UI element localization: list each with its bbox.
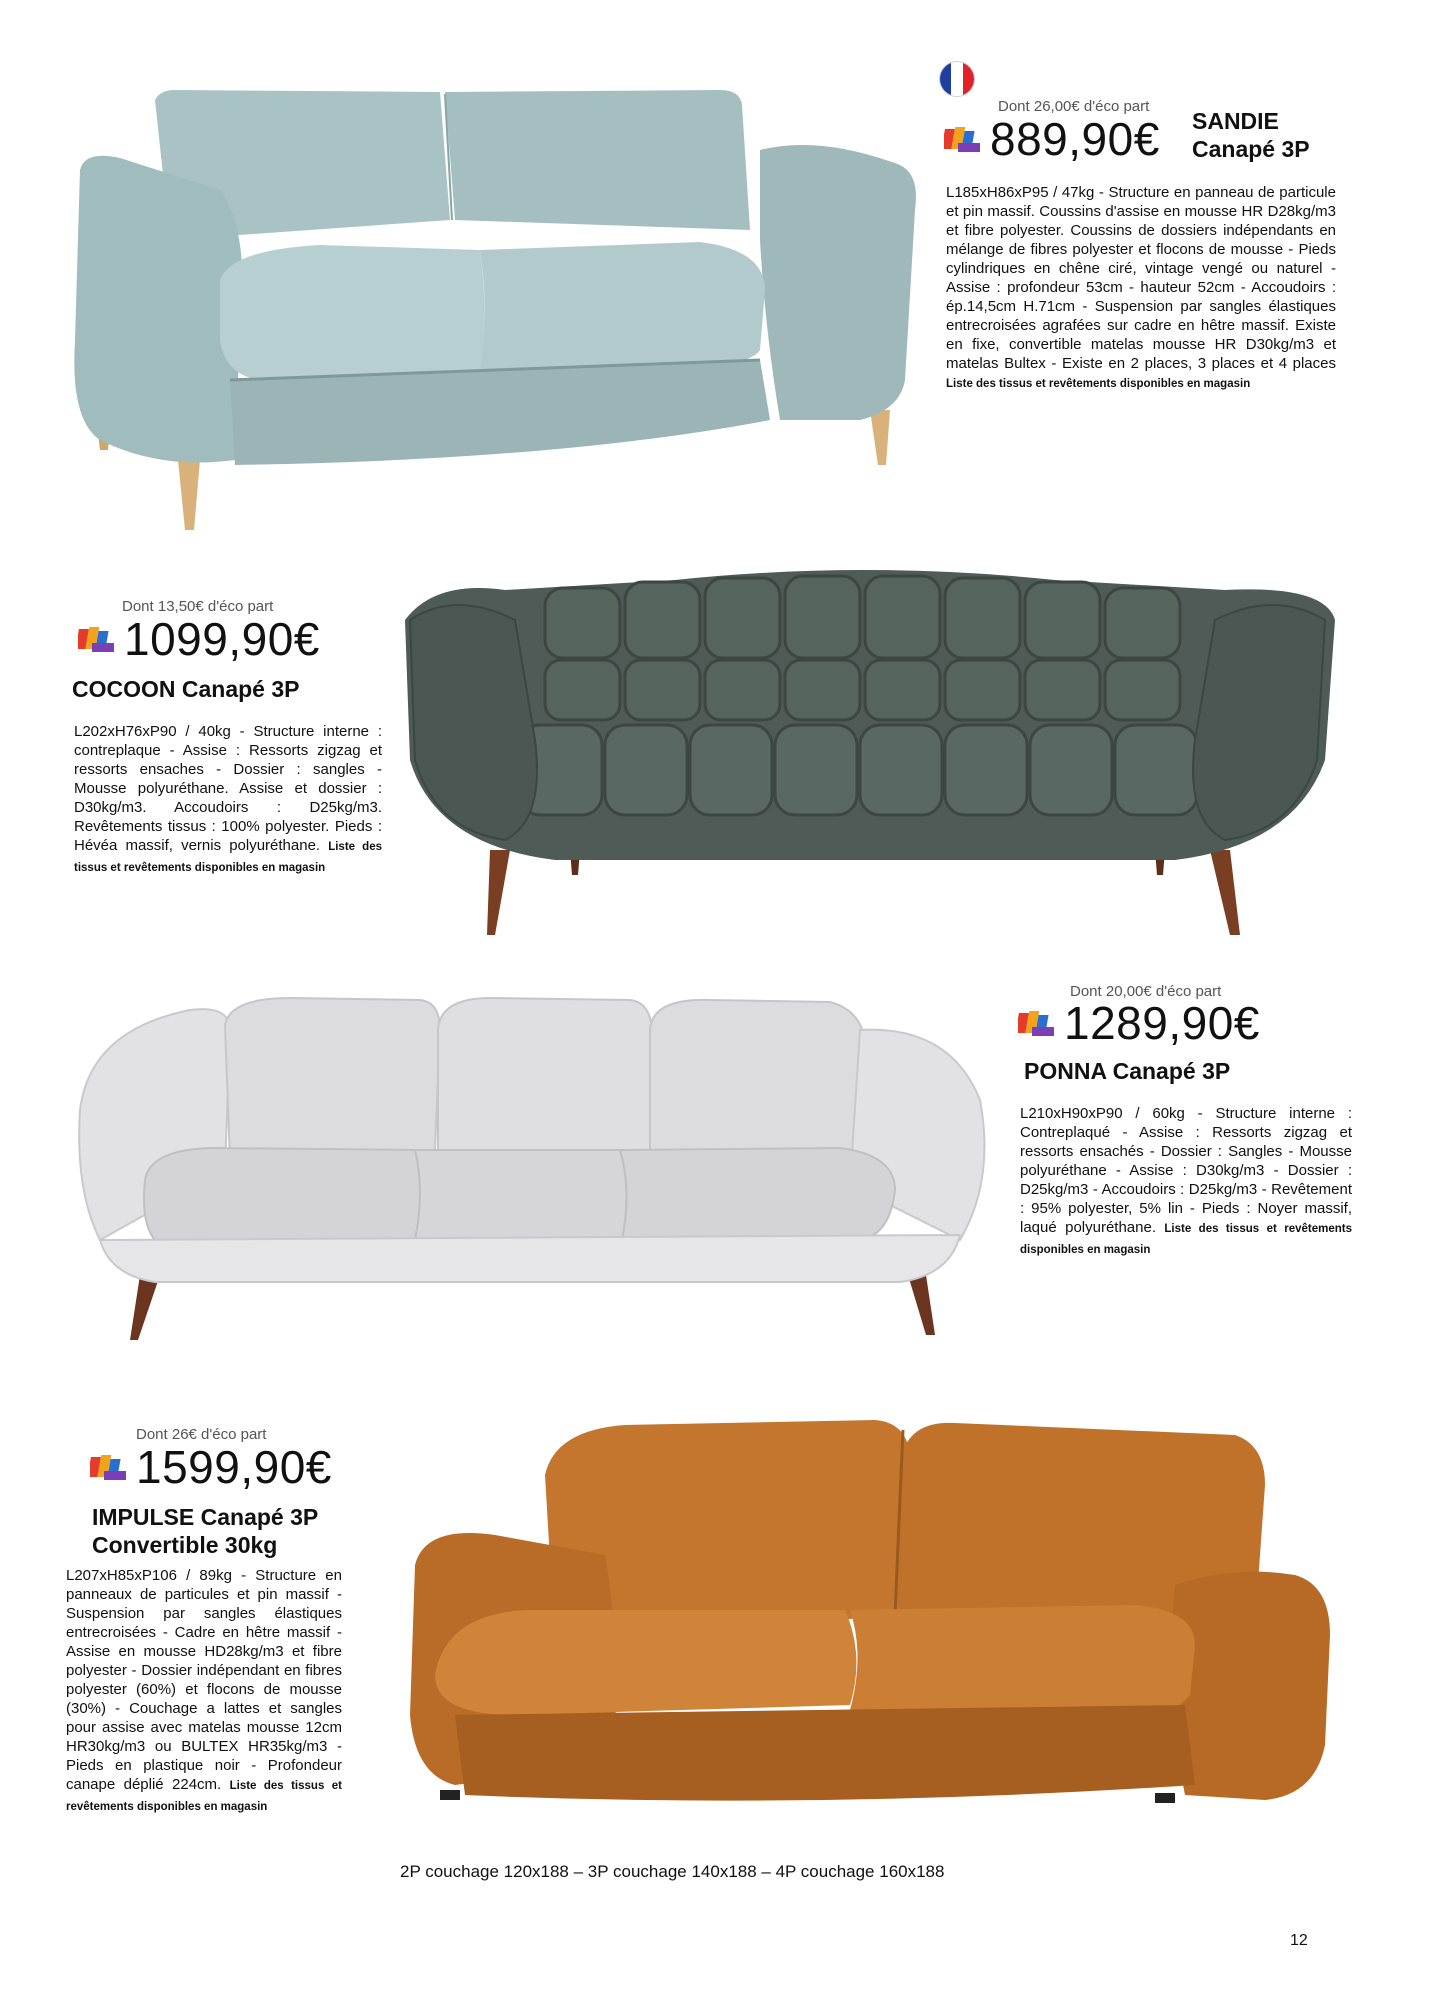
impulse-note: Liste des tissus et revêtements disponibles en magasin — [66, 1780, 342, 1813]
ponna-note: Liste des tissus et revêtements disponibles en magasin — [1020, 1223, 1352, 1256]
ponna-sofa-image — [60, 990, 1000, 1350]
impulse-sleeping-sizes-caption: 2P couchage 120x188 – 3P couchage 140x188 – 4P couchage 160x188 — [400, 1862, 945, 1881]
sandie-description — [946, 183, 1336, 394]
cocoon-sofa-image — [395, 560, 1340, 950]
cocoon-description — [74, 722, 382, 878]
impulse-name — [92, 1504, 318, 1559]
sandie-eco-part: Dont 26,00€ d'éco part — [998, 98, 1150, 115]
brand-logo-icon — [1018, 1007, 1056, 1039]
cocoon-note: Liste des tissus et revêtements disponibles en magasin — [74, 841, 382, 874]
sandie-desc-text: L185xH86xP95 / 47kg - Structure en panneau de particule et pin massif. Coussins d'assise en mousse HR D28kg/m3 et fibre polyester. Coussins de dossiers indépendants en mélange de fibres polyester et flocons de mousse - Pieds cylindriques en chêne ciré, vintage vengé ou naturel - Assise : profondeur 53cm - hauteur 52cm - Accoudoirs : ép.14,5cm H.71cm - Suspension par sangles élastiques entrecroisées agrafées sur cadre en hêtre massif. Existe en fixe, convertible matelas mousse HR D30kg/m3 et matelas Bultex - Existe en 2 places, 3 places et 4 places — [946, 184, 1336, 372]
sandie-price: 889,90€ — [944, 112, 1160, 166]
ponna-description — [1020, 1104, 1352, 1260]
page-number: 12 — [1290, 1932, 1308, 1949]
sandie-sofa-image — [60, 80, 930, 540]
brand-logo-icon — [944, 123, 982, 155]
cocoon-price: 1099,90€ — [78, 612, 320, 666]
impulse-name-line2: Convertible 30kg — [92, 1531, 278, 1558]
cocoon-name: COCOON Canapé 3P — [72, 676, 300, 702]
sandie-name-line1: SANDIE — [1192, 108, 1279, 134]
impulse-eco-part: Dont 26€ d'éco part — [136, 1426, 267, 1443]
impulse-sofa-image — [395, 1415, 1340, 1815]
sandie-name — [1192, 108, 1310, 163]
brand-logo-icon — [78, 623, 116, 655]
cocoon-eco-part: Dont 13,50€ d'éco part — [122, 598, 274, 615]
sandie-note: Liste des tissus et revêtements disponibles en magasin — [946, 378, 1251, 390]
impulse-price: 1599,90€ — [90, 1440, 332, 1494]
sandie-name-line2: Canapé 3P — [1192, 135, 1310, 162]
france-flag-icon — [940, 62, 974, 96]
cocoon-desc-text: L202xH76xP90 / 40kg - Structure interne : contreplaque - Assise : Ressorts zigzag et ressorts ensaches - Dossier : sangles - Mousse polyuréthane. Assise et dossier : D30kg/m3. Accoudoirs : D25kg/m3. Revêtements tissus : 100% polyester. Pieds : Hévéa massif, vernis polyuréthane. — [74, 723, 382, 854]
impulse-desc-text: L207xH85xP106 / 89kg - Structure en panneaux de particules et pin massif - Suspension par sangles élastiques entrecroisées - Cadre en hêtre massif - Assise en mousse HD28kg/m3 et fibre polyester - Dossier indépendant en fibres polyester (60%) et flocons de mousse (30%) - Couchage a lattes et sangles pour assise avec matelas mousse 12cm HR30kg/m3 ou BULTEX HR35kg/m3 - Pieds en plastique noir - Profondeur canape déplié 224cm. — [66, 1567, 342, 1793]
ponna-desc-text: L210xH90xP90 / 60kg - Structure interne : Contreplaqué - Assise : Ressorts zigzag et ressorts ensachés - Dossier : Sangles - Mousse polyuréthane - Assise : D30kg/m3 - Dossier : D25kg/m3 - Accoudoirs : D25kg/m3 - Revêtement : 95% polyester, 5% lin - Pieds : Noyer massif, laqué polyuréthane. — [1020, 1105, 1352, 1236]
ponna-eco-part: Dont 20,00€ d'éco part — [1070, 983, 1222, 1000]
impulse-name-line1: IMPULSE Canapé 3P — [92, 1504, 319, 1530]
ponna-price: 1289,90€ — [1018, 996, 1260, 1050]
ponna-name: PONNA Canapé 3P — [1024, 1058, 1231, 1084]
impulse-description — [66, 1566, 342, 1817]
brand-logo-icon — [90, 1451, 128, 1483]
